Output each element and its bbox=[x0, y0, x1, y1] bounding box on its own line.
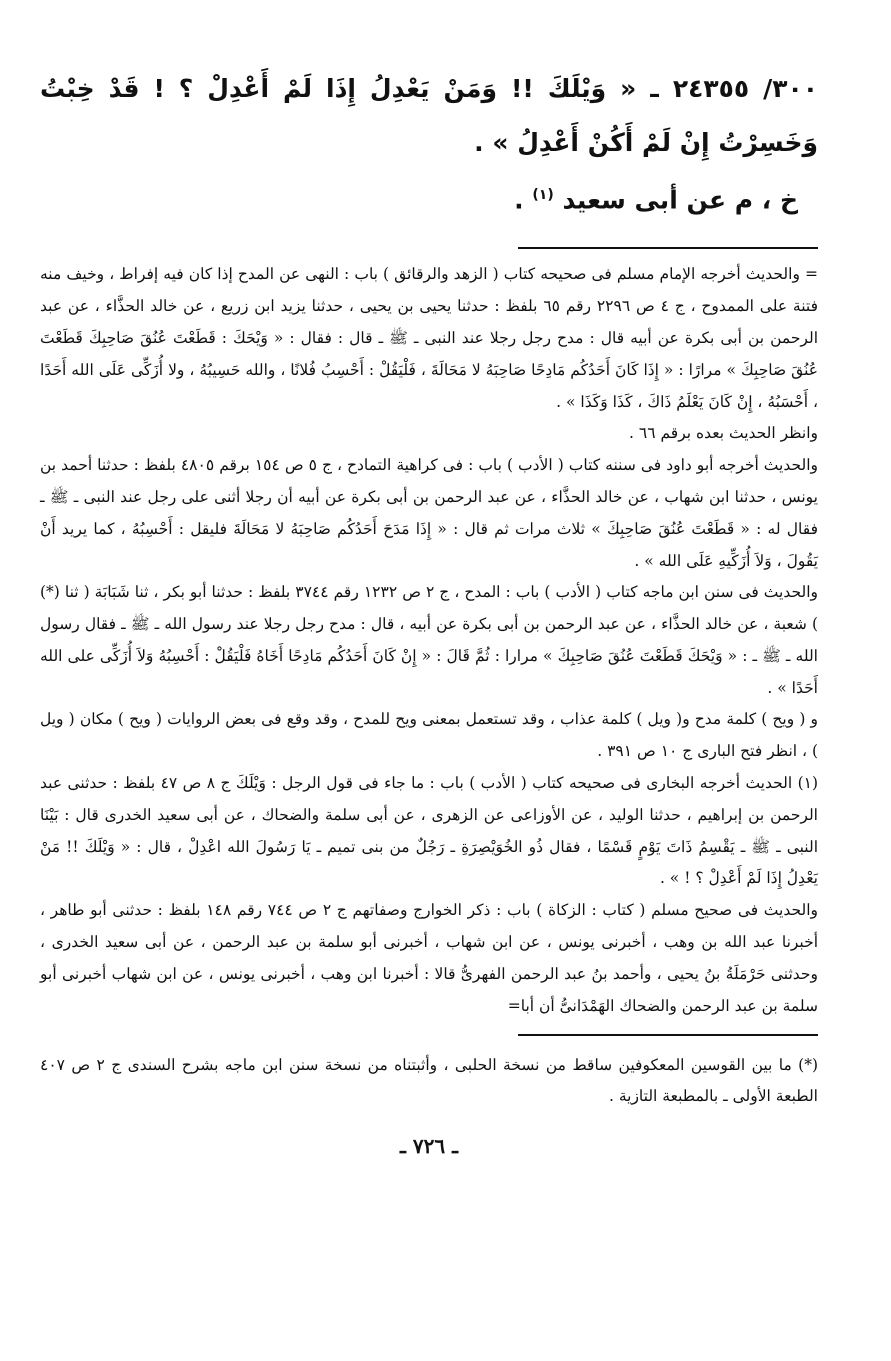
footnote-1: (١) الحديث أخرجه البخارى فى صحيحه كتاب ( الأدب ) باب : ما جاء فى قول الرجل : وَيْلَكَ ج ٨ ص ٤٧ بلفظ : حدثنى عبد الرحمن بن إبراهيم ، حدثنا الوليد ، عن الأوزاعى عن الزهرى ، عن أبى سلمة والضحاك ، عن أبى سعيد الخدرى قال : بَيْنَا النبى ـ ﷺ ـ يَقْسِمُ ذَاتَ يَوْمٍ قَسْمًا ، فقال ذُو الخُوَيْصِرَةِ ـ رَجُلٌ من بنى تميم ـ يَا رَسُولَ الله اعْدِلْ ، قال : « وَيْلَكَ !! مَنْ يَعْدِلُ إِذَا لَمْ أَعْدِلْ ؟ ! » . bbox=[40, 774, 819, 888]
star-note: (*) ما بين القوسين المعكوفين ساقط من نسخة الحلبى ، وأثبتناه من نسخة سنن ابن ماجه بشرح السندى ج ٢ ص ٤٠٧ الطبعة الأولى ـ بالمطبعة التازية . bbox=[40, 1056, 818, 1106]
main-hadith-text: ٣٠٠/ ٢٤٣٥٥ ـ « وَيْلَكَ !! وَمَنْ يَعْدِلُ إِذَا لَمْ أَعْدِلْ ؟ ! قَدْ خِبْتُ وَخَسِرْتُ إِنْ لَمْ أَكُنْ أَعْدِلُ » . bbox=[40, 74, 818, 157]
page-number: ـ ٧٢٦ ـ bbox=[400, 1134, 458, 1159]
footnote-paragraph: والحديث فى سنن ابن ماجه كتاب ( الأدب ) باب : المدح ، ج ٢ ص ١٢٣٢ رقم ٣٧٤٤ بلفظ : حدثنا أبو بكر ، ثنا شَبَابَة ( ثنا (*) ) شعبة ، عن خالد الحذَّاء ، عن عبد الرحمن بن أبى بكرة عن أبيه ، قال : مدح رجل رجلا عند رسول الله ـ ﷺ ـ فقال رسول الله ـ ﷺ ـ : « وَيْحَكَ قَطَعْتَ عُنُقَ صَاحِبِكَ » مرارا : ثُمَّ قَالَ : « إِنْ كَانَ أَحَدُكُم مَادِحًا أَخَاهُ فَلْيَقُلْ : أَحْسِبُهُ وَلاَ أُزَكِّى على الله أَحَدًا » . bbox=[40, 583, 818, 697]
page bbox=[40, 62, 818, 1158]
star-note-divider bbox=[518, 1034, 818, 1036]
footnote-ref: (١) bbox=[532, 187, 554, 203]
footnote-paragraph: والحديث أخرجه أبو داود فى سننه كتاب ( الأدب ) باب : فى كراهية التمادح ، ج ٥ ص ١٥٤ برقم ٤٨٠٥ بلفظ : حدثنا أحمد بن يونس ، حدثنا ابن شهاب ، عن خالد الحذَّاء ، عن عبد الرحمن بن أبى بكرة عن أبيه أن رجلا أثنى على رجل عند النبى ـ ﷺ ـ فقال له : « قَطَعْتَ عُنُقَ صَاحِبِكَ » ثلاث مرات ثم قال : « إِذَا مَدَحَ أَحَدُكُم صَاحِبَهُ لا مَحَالَةَ فليقل : أَحْسِبُهُ ، كما يريد أَنْ يَقُولَ ، وَلاَ أُزَكِّيهِ عَلَى الله » . bbox=[40, 456, 818, 570]
footnote-paragraph: وانظر الحديث بعده برقم ٦٦ . bbox=[629, 424, 818, 443]
main-hadith-source bbox=[40, 170, 798, 225]
source-text: خ ، م عن أبى سعيد bbox=[562, 185, 798, 215]
source-end: . bbox=[514, 185, 524, 215]
footnote-paragraph: و ( ويح ) كلمة مدح و( ويل ) كلمة عذاب ، وقد تستعمل بمعنى ويح للمدح ، وقد وقع فى بعض الروايات ( ويح ) مكان ( ويل ) ، انظر فتح البارى ج ١٠ ص ٣٩١ . bbox=[40, 710, 818, 761]
footnote-divider bbox=[518, 247, 818, 249]
footnote-1-continued: والحديث فى صحيح مسلم ( كتاب : الزكاة ) باب : ذكر الخوارج وصفاتهم ج ٢ ص ٧٤٤ رقم ١٤٨ بلفظ : حدثنى أبو طاهر ، أخبرنا عبد الله بن وهب ، أخبرنى يونس ، عن ابن شهاب ، أخبرنى أبو سلمة بن عبد الرحمن ، عن أبى سعيد الخدرى ، وحدثنى حَرْمَلَةُ بنُ يحيى ، وأحمد بنُ عبد الرحمن الفهرىُّ قالا : أخبرنا ابن وهب ، أخبرنى يونس ، عن ابن شهاب أخبرنى أبو سلمة بن عبد الرحمن والضحاك الهَمْدَانىُّ أن أبا= bbox=[40, 901, 818, 1015]
footnote-paragraph: = والحديث أخرجه الإمام مسلم فى صحيحه كتاب ( الزهد والرقائق ) باب : النهى عن المدح إذا كان فيه إفراط ، وخيف منه فتنة على الممدوح ، ج ٤ ص ٢٢٩٦ رقم ٦٥ بلفظ : حدثنا يحيى بن يحيى ، حدثنا يزيد ابن زريع ، عن خالد الحذَّاء ، عن عبد الرحمن بن أبى بكرة عن أبيه قال : مدح رجل رجلا عند النبى ـ ﷺ ـ قال : فقال : « وَيْحَكَ : قَطَعْتَ عُنُقَ صَاحِبِكَ قَطَعْتَ عُنُقَ صَاحِبِكَ » مرارًا : « إِذَا كَانَ أَحَدُكُم مَادِحًا صَاحِبَهُ لا مَحَالَةَ ، فَلْيَقُلْ : أَحْسِبُ فُلانًا ، والله حَسِيبُهُ ، ولا أُزَكِّى عَلَى الله أَحَدًا ، أَحْسَبُهُ ، إِنْ كَانَ يَعْلَمُ ذَاكَ ، كَذَا وَكَذَا » . bbox=[40, 265, 819, 411]
